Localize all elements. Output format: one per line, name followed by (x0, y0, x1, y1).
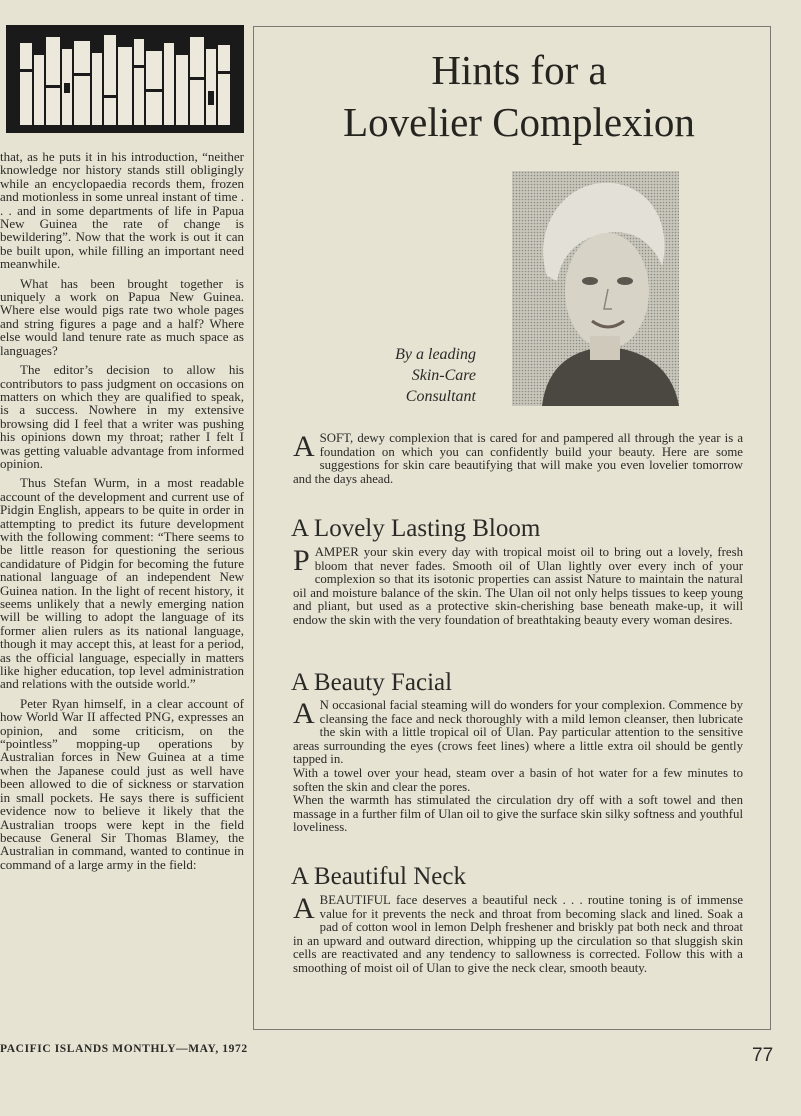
article-title-line-1: Hints for a (431, 47, 607, 93)
byline-line: By a leading (395, 346, 476, 363)
article-box-left-rule (253, 26, 254, 1029)
bookshelf-icon (6, 25, 244, 133)
page-number: 77 (752, 1045, 774, 1066)
drop-cap: A (293, 892, 315, 925)
lead-in: AMPER (314, 545, 359, 559)
drop-cap: P (293, 544, 310, 577)
section-paragraph (293, 546, 743, 628)
section-paragraph (293, 699, 743, 835)
paragraph-text: dewy complexion that is cared for and pampered all through the year is a foundation on which you can confidently build your beauty. Here are some suggestions for skin care beautifying that will make you even lovelier tomorrow and the days ahead. (293, 431, 743, 486)
intro-paragraph (293, 432, 743, 486)
article-title (296, 44, 742, 148)
woman-portrait-icon (512, 171, 679, 406)
byline-line: Consultant (405, 388, 476, 405)
drop-cap: A (293, 697, 315, 730)
paragraph-text: occasional facial steaming will do wonders for your complexion. Commence by cleansing the face and neck thoroughly with a mild lemon cleanser, then lubricate the skin with a little tropical oil of Ulan. Pay particular attention to the sensitive areas surrounding the eyes (crows feet lines) where a little extra oil should be gently tapped in. (293, 698, 743, 767)
section-heading: A Lovely Lasting Bloom (291, 515, 541, 542)
paragraph-text: your skin every day with tropical moist oil to bring out a lovely, fresh bloom that never fades. Smooth oil of Ulan lightly over every inch of your complexion so that its isotonic properties can assist Nature to maintain the natural oil and moisture balance of the skin. The Ulan oil not only helps tissues to keep young and pliant, but used as a protective skin-cherishing base beneath make-up, it will endow the skin with the very foundation of breathtaking beauty every woman desires. (293, 545, 743, 627)
byline (330, 344, 476, 407)
review-paragraph: The editor’s decision to allow his contributors to pass judgment on occasions on matters on which they are qualified to speak, is a success. Nowhere in my extensive browsing did I feel that a writer was pushing his opinions down my throat; rather I felt I was getting valuable advantage from informed opinion. (0, 362, 244, 471)
review-paragraph: What has been brought together is uniquely a work on Papua New Guinea. Where else would pigs rate two whole pages and string figures a page and a half? Where else would land tenure rate as much space as languages? (0, 275, 244, 358)
paragraph-text: When the warmth has stimulated the circulation dry off with a soft towel and then massage in a further film of Ulan oil to give the surface skin silky softness and youthful loveliness. (293, 793, 743, 835)
byline-line: Skin-Care (411, 367, 476, 384)
portrait-photo (512, 171, 679, 406)
article-box-bottom-rule (253, 1029, 771, 1030)
review-paragraph: Thus Stefan Wurm, in a most readable account of the development and current use of Pidgin English, appears to be quite in order in attempting to predict its future development with the following comment: “There seems to be little reason for questioning the serious candidature of Pidgin for becoming the future national language of an independent New Guinea nation. In the light of recent history, it seems unlikely that a newly emerging nation will be willing to adopt the language of its former alien rulers as its national language, though it may accept this, at least for a period, as the official language, especially in matters like higher education, top level administration and relations with the outside world.” (0, 475, 244, 692)
book-review-column (0, 150, 244, 1030)
lead-in: SOFT, (319, 431, 354, 445)
article-title-line-2: Lovelier Complexion (343, 99, 695, 145)
drop-cap: A (293, 430, 315, 463)
lead-in: N (319, 698, 329, 712)
article-box-top-rule (253, 26, 771, 27)
section-heading: A Beauty Facial (291, 669, 453, 696)
lead-in: BEAUTIFUL (319, 893, 391, 907)
masthead-footer: PACIFIC ISLANDS MONTHLY—MAY, 1972 (0, 1043, 248, 1055)
review-paragraph: that, as he puts it in his introduction, “neither knowledge nor history stands still obligingly while an encyclopaedia records them, frozen and motionless in some unreal instant of time . . . and in some departments of life in Papua New Guinea the rate of change is bewildering”. Now that the work is out it can be built upon, while filling an important need meanwhile. (0, 150, 244, 272)
article-box-right-rule (770, 26, 771, 1029)
section-heading: A Beautiful Neck (291, 863, 466, 890)
column-logo-books (6, 25, 244, 133)
paragraph-text: face deserves a beautiful neck . . . routine toning is of immense value for it prevents the neck and throat from becoming slack and lined. Soak a pad of cotton wool in lemon Delph freshener and briskly pat both neck and throat in an upward and outward direction, whipping up the circulation so that sluggish skin cells are reactivated and any tendency to sallowness is corrected. Follow this with a smoothing of moist oil of Ulan to give the neck clear, smooth beauty. (293, 893, 743, 975)
paragraph-text: With a towel over your head, steam over a basin of hot water for a few minutes to soften the skin and clear the pores. (293, 765, 743, 794)
review-paragraph: Peter Ryan himself, in a clear account of how World War II affected PNG, expresses an opinion, and some criticism, on the “pointless” mopping-up operations by Australian forces in New Guinea at a time when the Japanese could just as well have been allowed to die of sickness or starvation in small pockets. He says there is sufficient evidence now to believe it likely that the Australian troops were kept in the field because General Sir Thomas Blamey, the Australian in command, wanted to continue in command of a large army in the field: (0, 695, 244, 872)
section-paragraph (293, 894, 743, 976)
